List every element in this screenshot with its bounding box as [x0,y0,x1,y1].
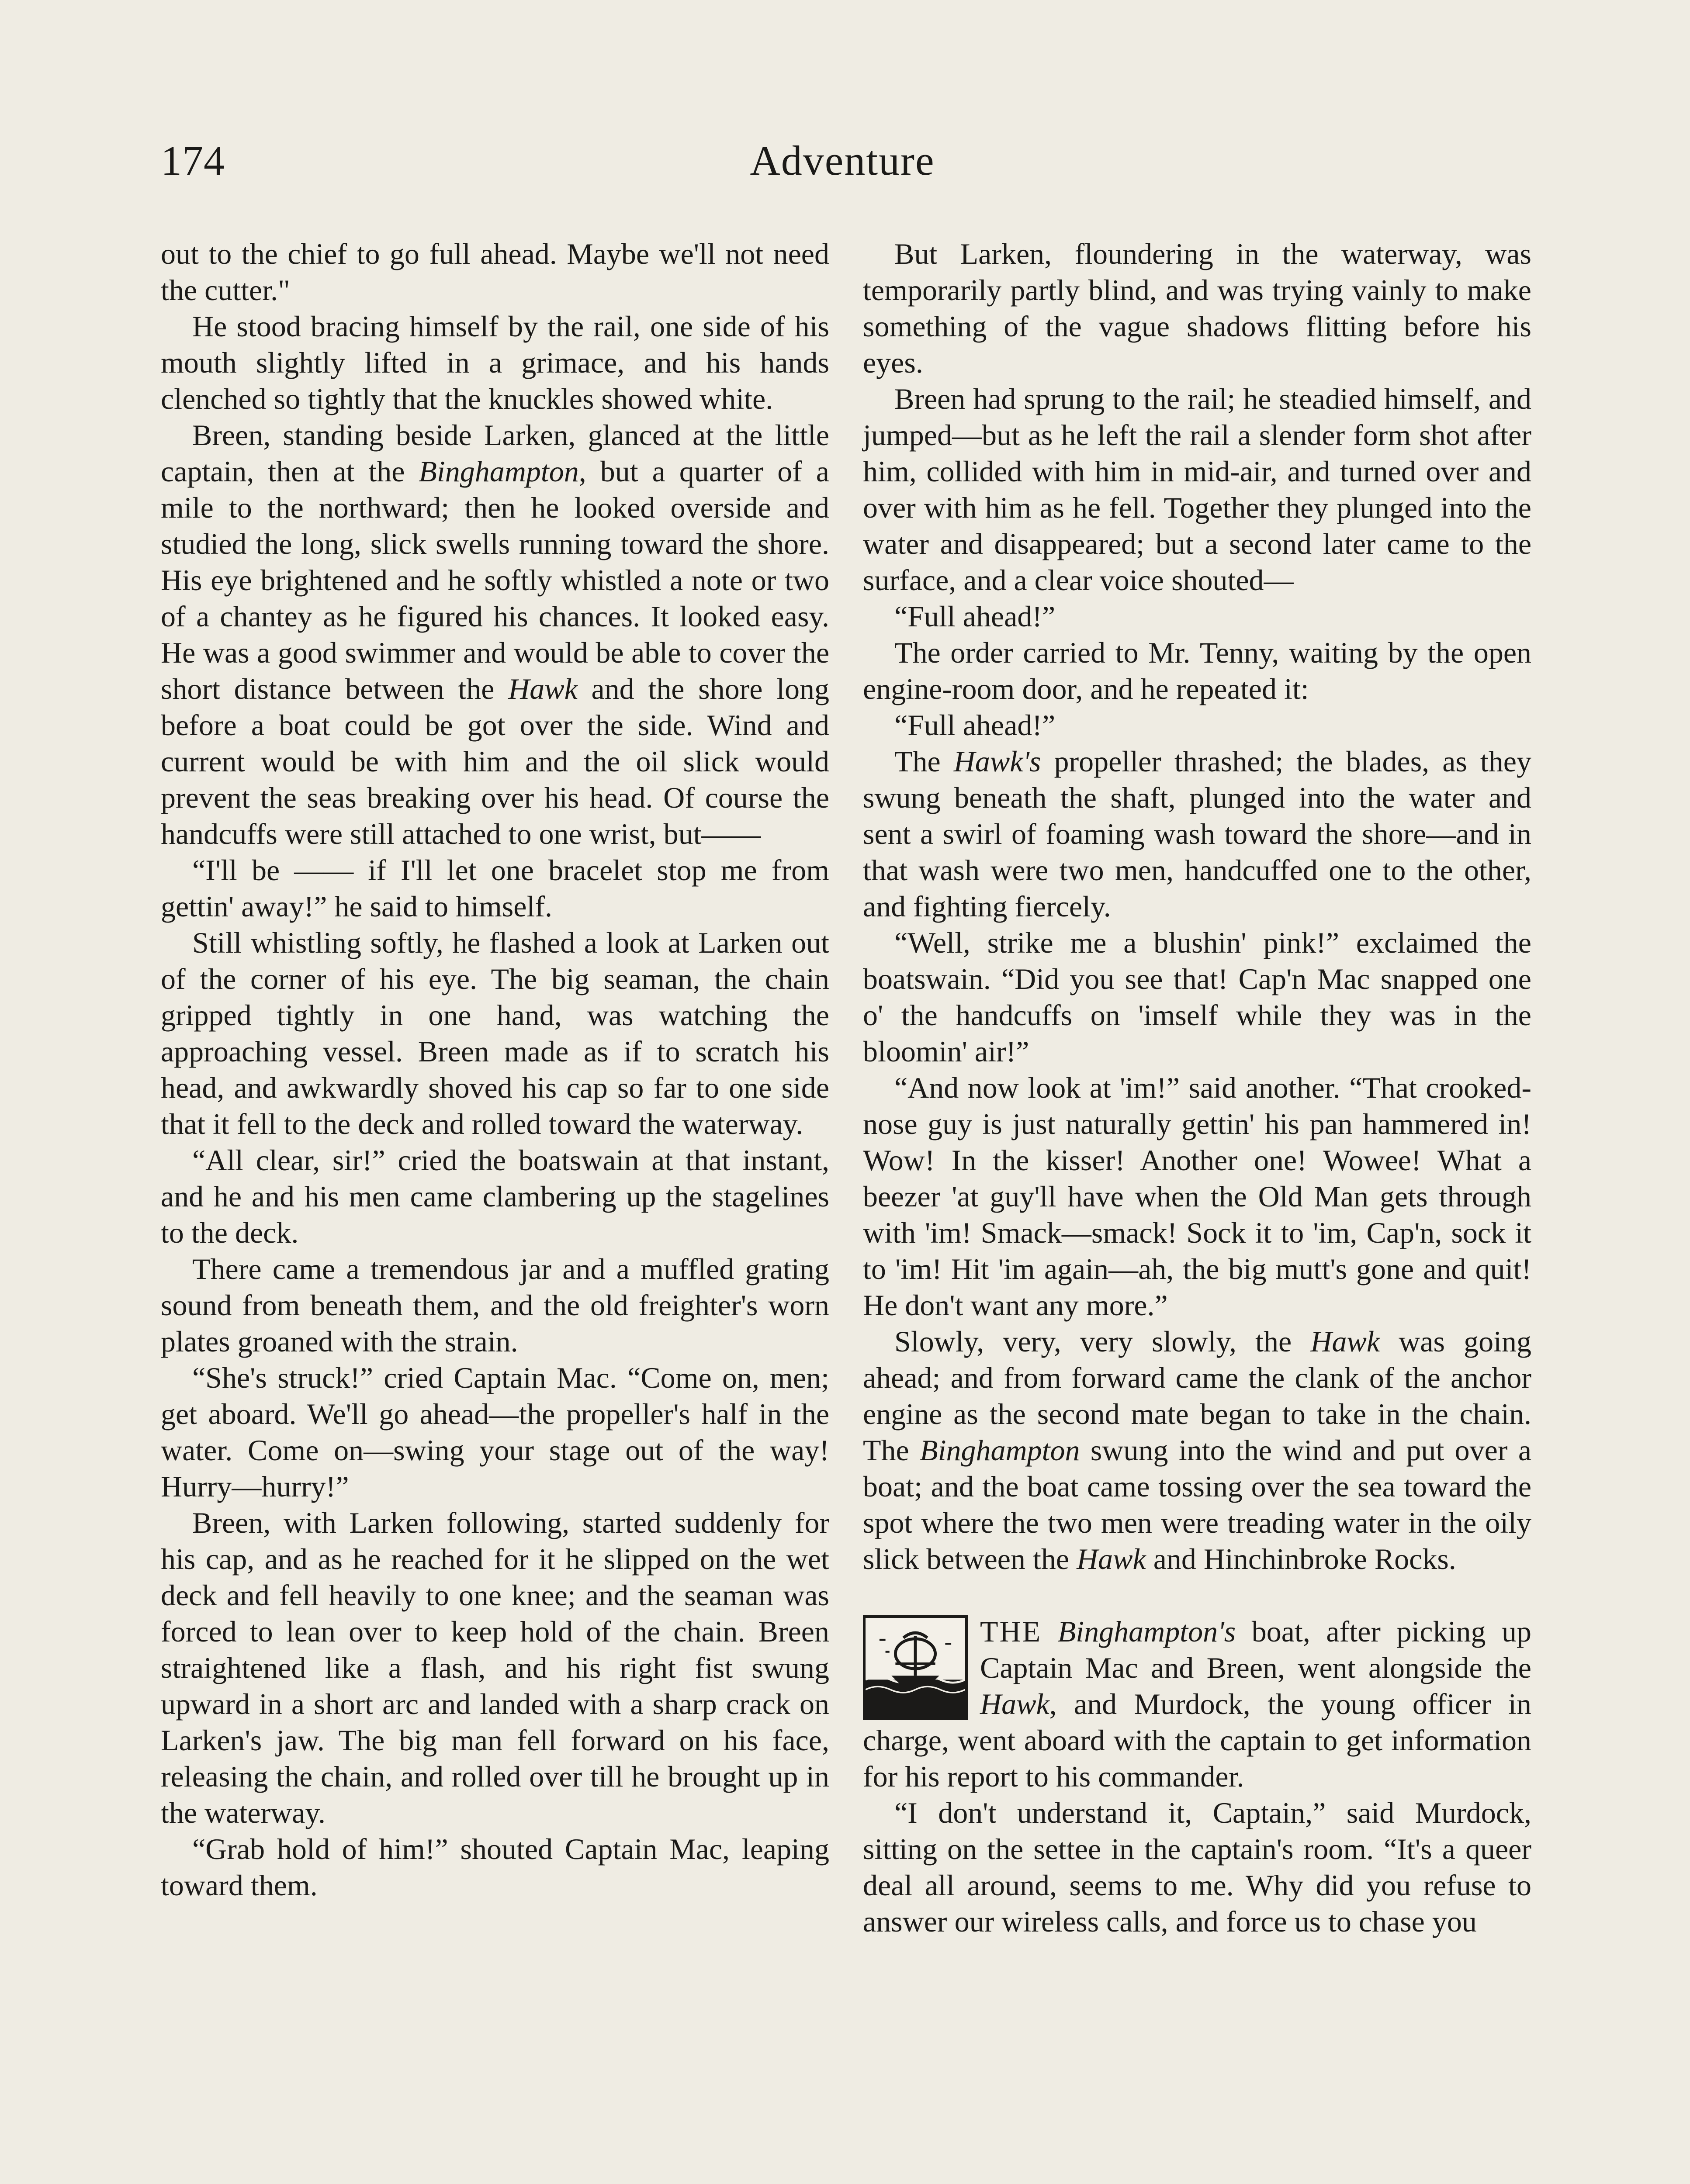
paragraph: Breen, standing beside Larken, glanced at the little captain, then at the Binghampton, but a quarter of a mile to the northward; then he looked overside and studied the long, slick swells running toward the shore. His eye brightened and he softly whistled a note or two of a chantey as he figured his chances. It looked easy. He was a good swimmer and would be able to cover the short distance between the Hawk and the shore long before a boat could be got over the side. Wind and current would be with him and the oil slick would prevent the seas breaking over his head. Of course the handcuffs were still attached to one wrist, but—— [161,418,829,850]
paragraph: The Hawk's propeller thrashed; the blades, as they swung beneath the shaft, plunged into the water and sent a swirl of foaming wash toward the shore—and in that wash were two men, handcuffed one to the other, and fighting fiercely. [863,745,1531,923]
paragraph-text: Binghampton's boat, after picking up Captain Mac and Breen, went alongside the Hawk, and Murdock, the young officer in charge, went aboard with the captain to get information for his report to his commander. [863,1615,1531,1793]
paragraph: “Well, strike me a blushin' pink!” exclaimed the boatswain. “Did you see that! Cap'n Mac snapped one o' the handcuffs on 'imself while they was in the bloomin' air!” [863,926,1531,1068]
paragraph: Breen, with Larken following, started suddenly for his cap, and as he reached for it he slipped on the wet deck and fell heavily to one knee; and the seaman was forced to lean over to keep hold of the chain. Breen straightened like a flash, and his right fist swung upward in a short arc and landed with a sharp crack on Larken's jaw. The big man fell forward on his face, releasing the chain, and rolled over till he brought up in the waterway. [161,1506,829,1829]
italic-text: Binghampton's [1057,1615,1236,1648]
paragraph: Slowly, very, very slowly, the Hawk was going ahead; and from forward came the clank of the anchor engine as the second mate began to take in the chain. The Binghampton swung into the wind and put over a boat; and the boat came tossing over the sea toward the spot where the two men were treading water in the oily slick between the Hawk and Hinchinbroke Rocks. [863,1325,1532,1576]
paragraph: There came a tremendous jar and a muffled grating sound from beneath them, and the old freighter's worn plates groaned with the strain. [161,1252,829,1358]
paragraph: Still whistling softly, he flashed a look at Larken out of the corner of his eye. The big seaman, the chain gripped tightly in one hand, was watching the approaching vessel. Breen made as if to scratch his head, and awkwardly shoved his cap so far to one side that it fell to the deck and rolled toward the waterway. [161,926,829,1140]
italic-text: Hawk [508,672,578,705]
paragraph: The order carried to Mr. Tenny, waiting by the open engine-room door, and he repeated it: [863,636,1531,705]
paragraph: “I don't understand it, Captain,” said Murdock, sitting on the settee in the captain's room. “It's a queer deal all around, seems to me. Why did you refuse to answer our wireless calls, and force us to chase you [863,1796,1531,1938]
paragraph: “Grab hold of him!” shouted Captain Mac, leaping toward them. [161,1832,829,1902]
italic-text: Hawk [1077,1542,1146,1576]
paragraph: out to the chief to go full ahead. Maybe we'll not need the cutter." [161,237,829,307]
paragraph: “She's struck!” cried Captain Mac. “Come on, men; get aboard. We'll go ahead—the propeller's half in the water. Come on—swing your stage out of the way! Hurry—hurry!” [161,1361,829,1503]
italic-text: Hawk's [953,745,1041,778]
italic-text: Binghampton [419,455,579,488]
italic-text: Hawk [980,1687,1049,1721]
italic-text: Binghampton [920,1434,1080,1467]
right-column [863,236,1531,1940]
paragraph: “And now look at 'im!” said another. “That crooked-nose guy is just naturally gettin' his pan hammered in! Wow! In the kisser! Another one! Wowee! What a beezer 'at guy'll have when the Old Man gets through with 'im! Smack—smack! Sock it to 'im, Cap'n, sock it to 'im! Hit 'im again—ah, the big mutt's gone and quit! He don't want any more.” [863,1071,1531,1322]
paragraph: “I'll be —— if I'll let one bracelet stop me from gettin' away!” he said to himself. [161,854,829,923]
page-header [161,137,1524,210]
paragraph: “Full ahead!” [894,600,1056,633]
paragraph: Breen had sprung to the rail; he steadied himself, and jumped—but as he left the rail a slender form shot after him, collided with him in mid-air, and turned over and over with him as he fell. Together they plunged into the water and disappeared; but a second later came to the surface, and a clear voice shouted— [863,382,1531,597]
left-column [161,236,829,1904]
ship-ornament-icon [863,1615,968,1720]
paragraph: “Full ahead!” [894,708,1056,742]
paragraph: “All clear, sir!” cried the boatswain at that instant, and he and his men came clambering up the stagelines to the deck. [161,1144,829,1249]
opening-caps: THE [980,1615,1042,1648]
page-number: 174 [161,137,225,184]
section-two [863,1614,1531,1940]
running-head: Adventure [750,137,935,184]
italic-text: Hawk [1310,1325,1380,1358]
paragraph: He stood bracing himself by the rail, one side of his mouth slightly lifted in a grimace, and his hands clenched so tightly that the knuckles showed white. [161,310,829,415]
paragraph: But Larken, floundering in the waterway, was temporarily partly blind, and was trying vainly to make something of the vague shadows flitting before his eyes. [863,237,1531,379]
